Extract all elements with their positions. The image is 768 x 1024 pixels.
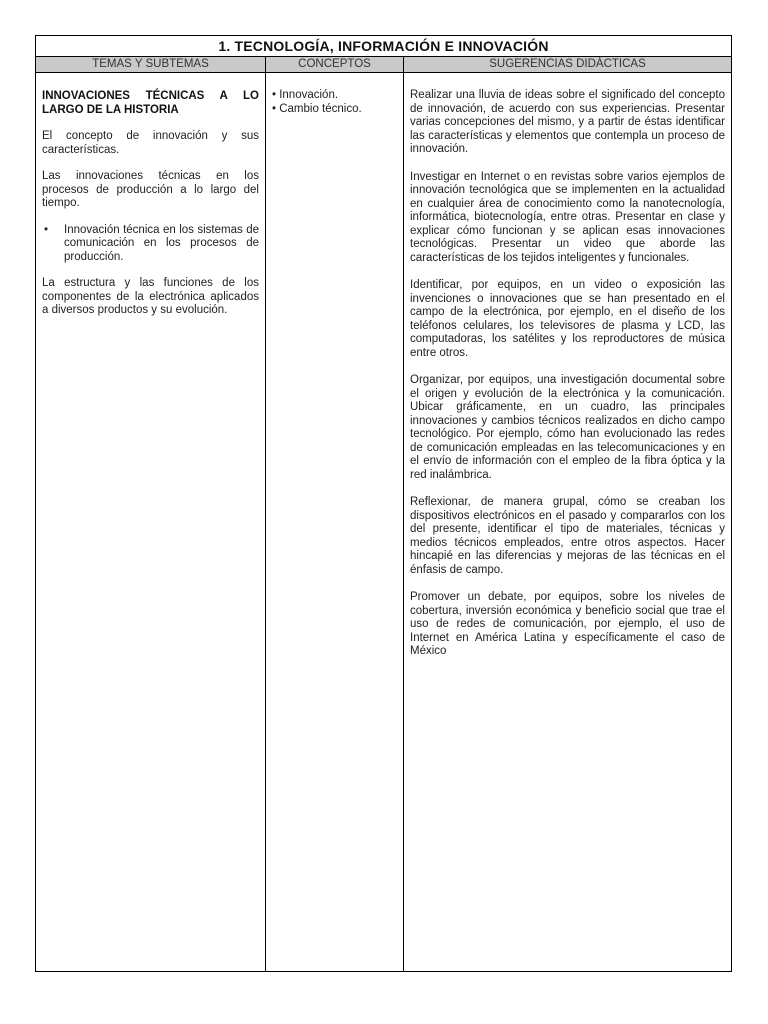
sugerencias-column xyxy=(404,73,731,972)
subtopic-paragraph: El concepto de innovación y sus características. xyxy=(42,130,259,156)
suggestion-paragraph: Reflexionar, de manera grupal, cómo se creaban los dispositivos electrónicos en el pasado y compararlos con los del presente, identificar el tipo de materiales, técnicas y medios técnicos empleados, entre otros aspectos. Hacer hincapié en las diferencias y mejoras de las técnicas en el énfasis de campo. xyxy=(410,496,725,576)
subtopic-paragraph: Las innovaciones técnicas en los procesos de producción a lo largo del tiempo. xyxy=(42,170,259,209)
suggestion-paragraph: Organizar, por equipos, una investigación documental sobre el origen y evolución de la electrónica y la comunicación. Ubicar gráficamente, en un cuadro, las principales innovaciones y cambios técnicos realizados en dicho campo tecnológico. Por ejemplo, cómo han evolucionado las redes de comunicación empleadas en las telecomunicaciones y en el envío de información con el empleo de la fibra óptica y la red inalámbrica. xyxy=(410,374,725,481)
header-temas: TEMAS Y SUBTEMAS xyxy=(36,57,266,72)
concept-item: • Innovación. xyxy=(272,89,339,101)
suggestion-paragraph: Identificar, por equipos, en un video o exposición las invenciones o innovaciones que se han presentado en el campo de la electrónica, por ejemplo, en el diseño de los teléfonos celulares, los televisores de plasma y LCD, las computadoras, los satélites y los reproductores de música entre otros. xyxy=(410,279,725,359)
topic-heading: INNOVACIONES TÉCNICAS A LO LARGO DE LA HISTORIA xyxy=(42,90,259,116)
temas-column xyxy=(36,73,266,972)
bullet-text: Innovación técnica en los sistemas de comunicación en los procesos de producción. xyxy=(64,223,259,263)
suggestion-paragraph: Investigar en Internet o en revistas sobre varios ejemplos de innovación tecnológica que se implementen en la actualidad en cualquier área de conocimiento como la nanotecnología, informática, biotecnología, entre otras. Presentar en clase y explicar cómo funcionan y se aplican esas innovaciones tecnológicas. Presentar un video que aborde las características de los tejidos inteligentes y funcionales. xyxy=(410,170,725,264)
suggestion-paragraph: Promover un debate, por equipos, sobre los niveles de cobertura, inversión económica y beneficio social que trae el uso de redes de comunicación, por ejemplo, el uso de Internet en América Latina y específicamente el caso de México xyxy=(410,591,725,657)
conceptos-column xyxy=(266,73,404,972)
header-sugerencias: SUGERENCIAS DIDÁCTICAS xyxy=(489,58,646,70)
suggestion-paragraph: Realizar una lluvia de ideas sobre el significado del concepto de innovación, de acuerdo con sus experiencias. Presentar varias concepciones del mismo, y a partir de éstas identificar las características y elementos que contempla un proceso de innovación. xyxy=(410,89,725,155)
table-body xyxy=(36,73,731,972)
subtopic-paragraph: La estructura y las funciones de los componentes de la electrónica aplicados a diversos productos y su evolución. xyxy=(42,277,259,316)
header-row xyxy=(36,57,731,73)
table-title: 1. TECNOLOGÍA, INFORMACIÓN E INNOVACIÓN xyxy=(36,36,731,57)
bullet-mark: • xyxy=(44,223,49,236)
concept-item: • Cambio técnico. xyxy=(272,102,362,115)
header-conceptos: CONCEPTOS xyxy=(266,57,404,72)
document-table xyxy=(35,35,732,972)
subtopic-bullet xyxy=(42,224,259,265)
